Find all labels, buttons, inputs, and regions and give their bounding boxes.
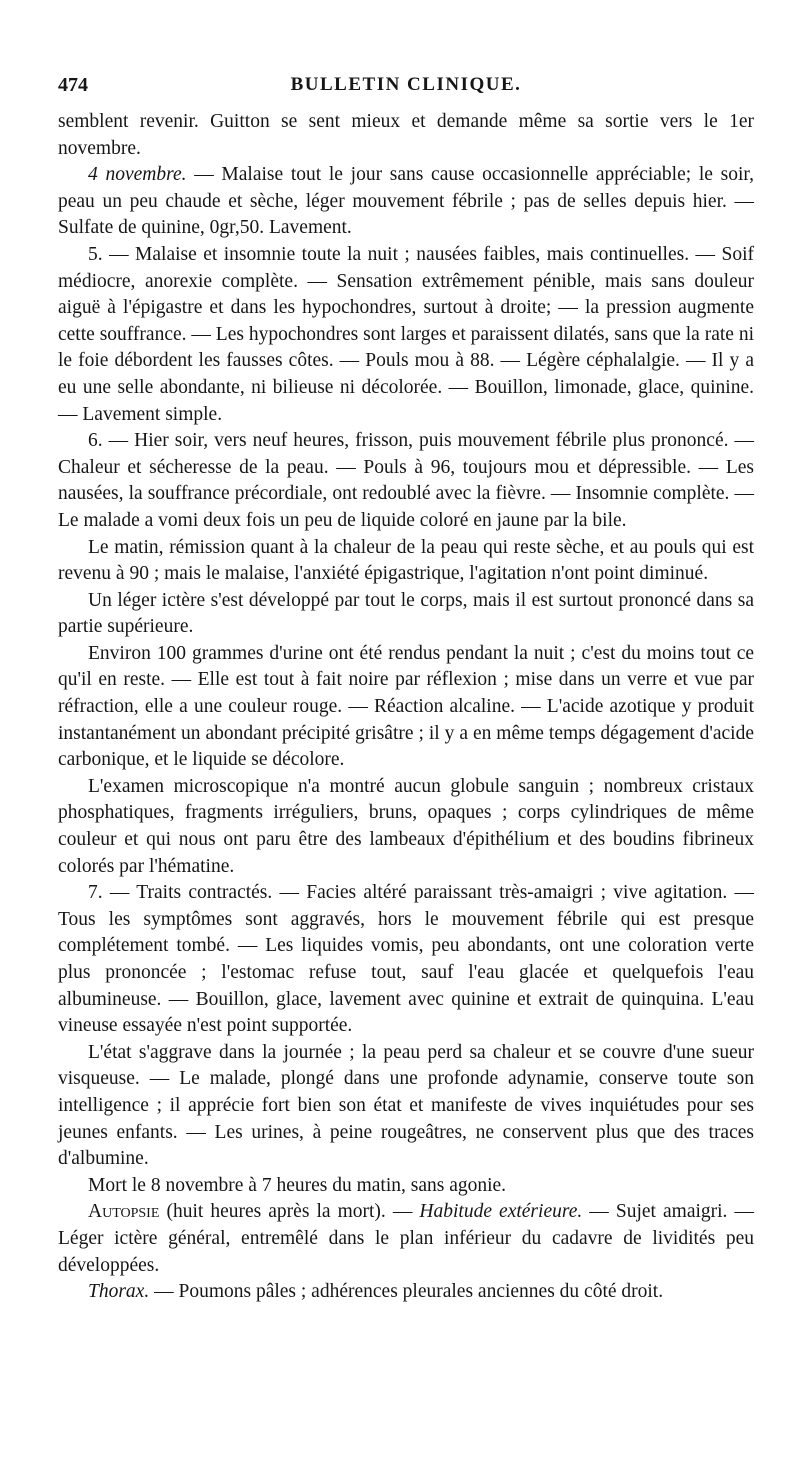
paragraph: 7. — Traits contractés. — Facies altéré paraissant très-amaigri ; vive agitation. — Tous les symptômes sont aggravés, hors le mouvement fébrile qui est presque complétement tombé. — Les liquides vomis, peu abondants, ont une coloration verte plus prononcée ; l'estomac refuse tout, sauf l'eau glacée et quelquefois l'eau albumineuse. — Bouillon, glace, lavement avec quinine et extrait de quinquina. L'eau vineuse essayée n'est point supportée. xyxy=(58,882,754,1037)
subheading: Habitude extérieure. xyxy=(419,1201,583,1223)
paragraph: Un léger ictère s'est développé par tout le corps, mais il est surtout prononcé dans sa partie supérieure. xyxy=(58,589,754,638)
paragraph: 5. — Malaise et insomnie toute la nuit ; nausées faibles, mais continuelles. — Soif médiocre, anorexie complète. — Sensation extrêmement pénible, mais sans douleur aiguë à l'épigastre et dans les hypochondres, surtout à droite; — la pression augmente cette souffrance. — Les hypochondres sont larges et paraissent dilatés, sans que la rate ni le foie débordent les fausses côtes. — Pouls mou à 88. — Légère céphalalgie. — Il y a eu une selle abondante, ni bilieuse ni décolorée. — Bouillon, limonade, glace, quinine. — Lavement simple. xyxy=(58,243,754,425)
page-header xyxy=(58,74,754,100)
paragraph: Mort le 8 novembre à 7 heures du matin, sans agonie. xyxy=(88,1174,507,1196)
paragraph: Environ 100 grammes d'urine ont été rendus pendant la nuit ; c'est du moins tout ce qu'il en reste. — Elle est tout à fait noire par réflexion ; mise dans un verre et vue par réfraction, elle a une couleur rouge. — Réaction alcaline. — L'acide azotique y produit instantanément un abondant précipité grisâtre ; il y a en même temps dégagement d'acide carbonique, et le liquide se décolore. xyxy=(58,642,754,771)
subheading: Thorax. xyxy=(88,1281,150,1303)
paragraph: 6. — Hier soir, vers neuf heures, frisson, puis mouvement fébrile plus prononcé. — Chaleur et sécheresse de la peau. — Pouls à 96, toujours mou et dépressible. — Les nausées, la souffrance précordiale, ont redoublé avec la fièvre. — Insomnie complète. — Le malade a vomi deux fois un peu de liquide coloré en jaune par la bile. xyxy=(58,430,754,531)
page-number: 474 xyxy=(58,74,88,96)
paragraph: Le matin, rémission quant à la chaleur de la peau qui reste sèche, et au pouls qui est revenu à 90 ; mais le malaise, l'anxiété épigastrique, l'agitation n'ont point diminué. xyxy=(58,536,754,585)
date-heading: 4 novembre. xyxy=(88,164,187,186)
paragraph: Thorax. — Poumons pâles ; adhérences pleurales anciennes du côté droit. xyxy=(88,1281,664,1303)
paragraph: L'état s'aggrave dans la journée ; la peau perd sa chaleur et se couvre d'une sueur visqueuse. — Le malade, plongé dans une profonde adynamie, conserve toute son intelligence ; il apprécie fort bien son état et manifeste de vives inquiétudes pour ses jeunes enfants. — Les urines, à peine rougeâtres, ne conservent plus que des traces d'albumine. xyxy=(58,1041,754,1170)
paragraph: semblent revenir. Guitton se sent mieux et demande même sa sortie vers le 1er novembre. xyxy=(58,111,754,159)
paragraph: 4 novembre. — Malaise tout le jour sans cause occasionnelle appréciable; le soir, peau un peu chaude et sèche, léger mouvement fébrile ; pas de selles depuis hier. — Sulfate de quinine, 0gr,50. Lavement. xyxy=(58,164,754,239)
running-title: BULLETIN CLINIQUE. xyxy=(290,74,522,95)
section-heading: Autopsie xyxy=(88,1201,160,1223)
paragraph: Autopsie (huit heures après la mort). — Habitude extérieure. — Sujet amaigri. — Léger ictère général, entremêlé dans le plan inférieur du cadavre de lividités peu développées. xyxy=(58,1201,754,1276)
text-body xyxy=(58,109,754,1306)
paragraph: L'examen microscopique n'a montré aucun globule sanguin ; nombreux cristaux phosphatiques, fragments irréguliers, bruns, opaques ; corps cylindriques de même couleur et qui nous ont paru être des lambeaux d'épithélium et des boudins fibrineux colorés par l'hématine. xyxy=(58,775,754,877)
